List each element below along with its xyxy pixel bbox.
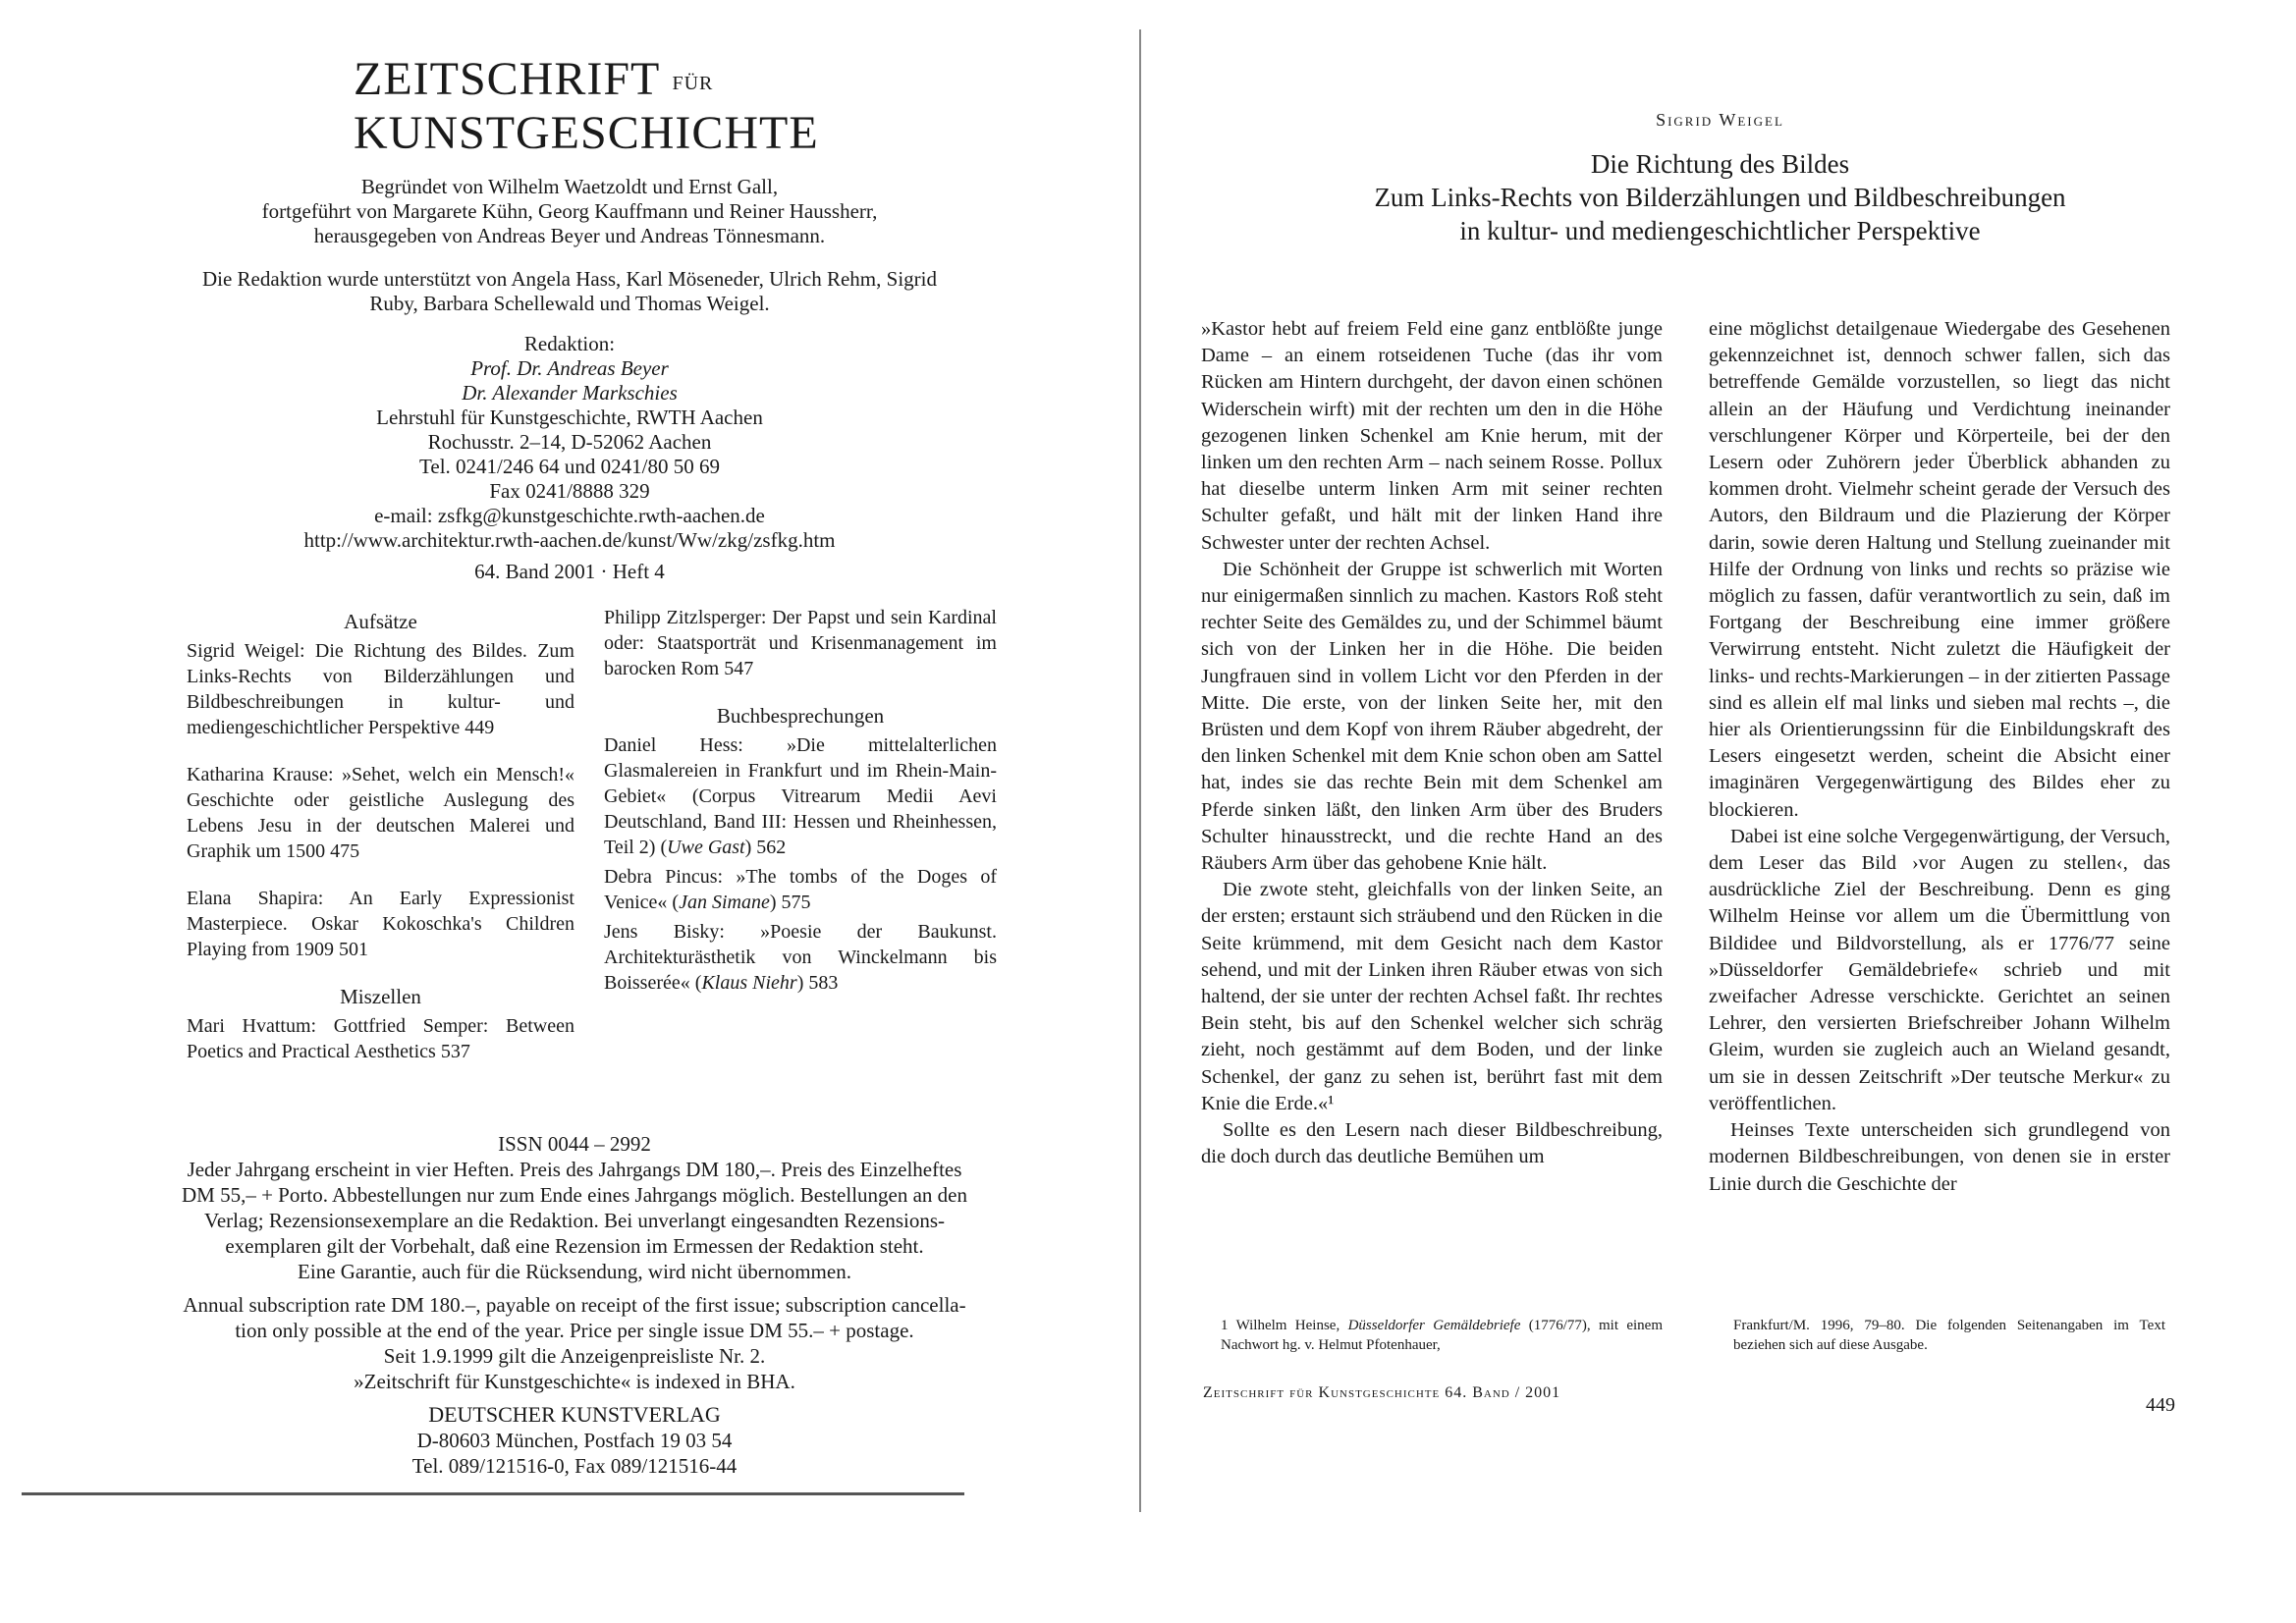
footnote-title: Düsseldorfer Gemäldebriefe <box>1347 1318 1521 1333</box>
toc-entry: Katharina Krause: »Sehet, welch ein Mensch!« Geschichte oder geistliche Auslegung des Lebens Jesu in der deutschen Malerei und Graphik um 1500 475 <box>187 764 574 862</box>
footnote-text: (1776/77), mit einem Nachwort hg. v. Helmut Pfotenhauer, <box>1221 1318 1663 1353</box>
toc-entry: Sigrid Weigel: Die Richtung des Bildes. Zum Links-Rechts von Bilderzählungen und Bildbeschreibungen in kultur- und mediengeschichtlicher Perspektive 449 <box>187 640 574 738</box>
imprint-block <box>128 1131 1021 1479</box>
founders-line: Begründet von Wilhelm Waetzoldt und Ernst Gall, <box>360 175 779 198</box>
title-line: Die Richtung des Bildes <box>1590 149 1850 179</box>
left-page <box>0 0 1139 1623</box>
founders-block <box>157 175 982 248</box>
masthead-line2: KUNSTGESCHICHTE <box>354 106 819 159</box>
annual-line: tion only possible at the end of the year. Price per single issue DM 55.– + postage. <box>235 1319 914 1342</box>
toc-entry: Daniel Hess: »Die mittelalterlichen Glasmalereien in Frankfurt und im Rhein-Main-Gebiet« (Corpus Vitrearum Medii Aevi Deutschland, Band III: Hessen und Rheinhessen, Teil 2) (Uwe Gast) 562 <box>604 734 997 858</box>
paragraph: »Kastor hebt auf freiem Feld eine ganz entblößte junge Dame – an einem rotseidenen Tuche (das ihr vom Rücken am Hintern durchgeht, der davon einen schönen Widerschein wirft) mit der rechten um den in die Höhe gezogenen linken Schenkel am Knie herum, mit der linken um den rechten Arm – nach seinem Rosse. Pollux hat dieselbe unterm linken Arm mit seiner rechten Schulter gefaßt, und hält mit der linken Hand ihre Schwester unter der rechten Achsel. <box>1201 318 1663 554</box>
anzeigen-line: Seit 1.9.1999 gilt die Anzeigenpreisliste Nr. 2. <box>383 1344 766 1368</box>
toc-entry: Mari Hvattum: Gottfried Semper: Between Poetics and Practical Aesthetics 537 <box>187 1015 574 1062</box>
paragraph: Dabei ist eine solche Vergegenwärtigung, der Versuch, dem Leser das Bild ›vor Augen zu stellen‹, das ausdrückliche Ziel der Beschreibung. Denn es ging Wilhelm Heinse vor allem um die Übermittlung von Bildidee und Bildvorstellung, als er 1776/77 seine »Düsseldorfer Gemäldebriefe« schrieb und mit zweifacher Adresse verschickte. Gerichtet an seinen Lehrer, den versierten Briefschreiber Johann Wilhelm Gleim, wurden sie zugleich auch an Wieland gesandt, um sie in dessen Zeitschrift »Der teutsche Merkur« zu veröffentlichen. <box>1709 825 2170 1114</box>
paragraph: Die Schönheit der Gruppe ist schwerlich mit Worten nur einigermaßen sinnlich zu machen. Kastors Roß steht rechter Seite des Gemäldes zu, und der Schimmel bäumt sich von der Linken her in die Höhe. Die beiden Jungfrauen sind in vollem Licht vor den Pferden in der Mitte. Die erste, von der linken Seite her, mit den Brüsten und dem Kopf von ihrem Räuber abgedreht, der den linken Schenkel mit dem Knie schon oben am Sattel hat, indes sie das rechte Bein mit dem Schenkel am Pferde sinken läßt, den linken Arm über des Bruders Schulter hinausstreckt, und die rechte Hand an des Räubers Arm über das gehobene Knie hält. <box>1201 558 1663 875</box>
paragraph: eine möglichst detailgenaue Wiedergabe des Gesehenen gekennzeichnet ist, dennoch schwer fallen, sich das betreffende Gemälde vorzustellen, so liegt das nicht allein an der Häufung und Verdichtung ineinander verschlungener Körper und Körperteile, bei der den Lesern oder Zuhörern jeder Überblick abhanden zu kommen droht. Vielmehr scheint gerade der Versuch des Autors, den Bildraum und die Plazierung der Körper darin, sowie deren Haltung und Stellung zueinander mit Hilfe der Ordnung von links und rechts so präzise wie möglich zu fassen, dafür verantwortlich zu sein, daß im Fortgang der Beschreibung eine immer größere Verwirrung entsteht. Nicht zuletzt die Häufigkeit der links- und rechts-Markierungen – in der zitierten Passage sind es allein elf mal links und sieben mal rechts –, die hier als Orientierungssinn für die Einbildungskraft des Lesers eingesetzt werden, scheint die Absicht einer imaginären Vergegenwärtigung des Bildes eher zu blockieren. <box>1709 318 2170 821</box>
journal-masthead <box>354 54 884 158</box>
masthead-line1: ZEITSCHRIFT <box>354 53 660 105</box>
redaktion-label: Redaktion: <box>523 332 616 355</box>
address-line: Rochusstr. 2–14, D-52062 Aachen <box>427 430 712 454</box>
issue-line: 64. Band 2001 · Heft 4 <box>474 560 665 583</box>
review-page: 583 <box>808 972 839 994</box>
masthead-fuer: FÜR <box>672 72 714 94</box>
toc-left-column <box>187 609 574 1086</box>
title-line: in kultur- und mediengeschichtlicher Perspektive <box>1459 216 1981 245</box>
pricing-line: Eine Garantie, auch für die Rücksendung, wird nicht übernommen. <box>298 1260 851 1283</box>
paragraph: Sollte es den Lesern nach dieser Bildbeschreibung, die doch durch das deutliche Bemühen um <box>1201 1119 1663 1168</box>
reviewer: Jan Simane <box>679 892 770 913</box>
editor-1: Prof. Dr. Andreas Beyer <box>470 356 669 380</box>
publisher-name: DEUTSCHER KUNSTVERLAG <box>428 1402 721 1427</box>
page-number: 449 <box>2146 1394 2175 1416</box>
toc-entry: Jens Bisky: »Poesie der Baukunst. Architekturästhetik von Winckelmann bis Boisserée« (Klaus Niehr) 583 <box>604 921 997 994</box>
review-text: Daniel Hess: »Die mittelalterlichen Glasmalereien in Frankfurt und im Rhein-Main-Gebiet« (Corpus Vitrearum Medii Aevi Deutschland, Band III: Hessen und Rheinhessen, Teil 2) <box>604 734 997 858</box>
fax-line: Fax 0241/8888 329 <box>489 479 650 503</box>
toc-heading-aufsaetze: Aufsätze <box>344 610 417 633</box>
pricing-line: Jeder Jahrgang erscheint in vier Heften. Preis des Jahrgangs DM 180,–. Preis des Einzelheftes <box>187 1158 962 1181</box>
review-text: Jens Bisky: »Poesie der Baukunst. Architekturästhetik von Winckelmann bis Boisserée« <box>604 921 997 994</box>
founders-line: herausgegeben von Andreas Beyer und Andreas Tönnesmann. <box>313 224 826 247</box>
scan-artifact-line <box>22 1492 964 1495</box>
review-page: 562 <box>756 837 787 858</box>
issn: ISSN 0044 – 2992 <box>498 1132 651 1156</box>
email-line: e-mail: zsfkg@kunstgeschichte.rwth-aachen.de <box>374 504 765 527</box>
editor-2: Dr. Alexander Markschies <box>462 381 678 405</box>
support-block <box>157 267 982 316</box>
body-column-1 <box>1201 316 1663 1171</box>
founders-line: fortgeführt von Margarete Kühn, Georg Kauffmann und Reiner Haussherr, <box>261 199 878 223</box>
publisher-phone: Tel. 089/121516-0, Fax 089/121516-44 <box>411 1454 738 1478</box>
toc-entry: Elana Shapira: An Early Expressionist Masterpiece. Oskar Kokoschka's Children Playing from 1909 501 <box>187 888 574 960</box>
reviewer: Uwe Gast <box>667 837 745 858</box>
body-column-2 <box>1709 316 2170 1198</box>
running-footer: Zeitschrift für Kunstgeschichte 64. Band / 2001 <box>1203 1384 1561 1401</box>
publisher-address: D-80603 München, Postfach 19 03 54 <box>416 1429 733 1452</box>
paragraph: Heinses Texte unterscheiden sich grundlegend von modernen Bildbeschreibungen, von denen sie in erster Linie durch die Geschichte der <box>1709 1119 2170 1195</box>
pricing-line: DM 55,– + Porto. Abbestellungen nur zum Ende eines Jahrgangs möglich. Bestellungen an den <box>182 1183 967 1207</box>
footnote-left <box>1221 1316 1663 1355</box>
support-line: Die Redaktion wurde unterstützt von Angela Hass, Karl Möseneder, Ulrich Rehm, Sigrid <box>201 267 937 291</box>
address-line: Lehrstuhl für Kunstgeschichte, RWTH Aachen <box>376 406 763 429</box>
review-page: 575 <box>781 892 811 913</box>
toc-heading-buchbesprechungen: Buchbesprechungen <box>716 704 885 728</box>
right-page <box>1144 0 2296 1623</box>
annual-line: Annual subscription rate DM 180.–, payable on receipt of the first issue; subscription cancella- <box>183 1293 966 1317</box>
redaktion-block <box>157 332 982 553</box>
paragraph: Die zwote steht, gleichfalls von der linken Seite, an der ersten; erstaunt sich sträubend und den Rücken in die Seite krümmend, mit dem Gesicht nach dem Kastor sehend, und mit der Linken ihren Räuber etwas von sich haltend, der sie unter der rechten Achsel faßt. Ihr rechtes Bein steht, bis auf den Schenkel welcher sich schräg zieht, noch gestämmt auf dem Boden, und der linke Schenkel, der ganz zu sehen ist, berührt fast mit dem Knie die Erde.«¹ <box>1201 879 1663 1114</box>
pricing-line: Verlag; Rezensionsexemplare an die Redaktion. Bei unverlangt eingesandten Rezensions- <box>203 1209 945 1232</box>
url-line: http://www.architektur.rwth-aachen.de/kunst/Ww/zkg/zsfkg.htm <box>303 528 836 552</box>
support-line: Ruby, Barbara Schellewald und Thomas Weigel. <box>369 292 770 315</box>
toc-heading-miszellen: Miszellen <box>340 985 421 1008</box>
footnote-right: Frankfurt/M. 1996, 79–80. Die folgenden Seitenangaben im Text beziehen sich auf diese Ausgabe. <box>1733 1318 2165 1353</box>
toc-entry: Philipp Zitzlsperger: Der Papst und sein Kardinal oder: Staatsporträt und Krisenmanagement im barocken Rom 547 <box>604 607 997 679</box>
reviewer: Klaus Niehr <box>701 972 797 994</box>
review-text: Debra Pincus: »The tombs of the Doges of Venice« <box>604 866 997 913</box>
pricing-line: exemplaren gilt der Vorbehalt, daß eine Rezension im Ermessen der Redaktion steht. <box>225 1234 924 1258</box>
bha-line: »Zeitschrift für Kunstgeschichte« is indexed in BHA. <box>354 1370 795 1393</box>
phone-line: Tel. 0241/246 64 und 0241/80 50 69 <box>419 455 720 478</box>
title-line: Zum Links-Rechts von Bilderzählungen und Bildbeschreibungen <box>1374 183 2066 212</box>
article-title <box>1144 147 2296 247</box>
page-gutter <box>1139 29 1141 1512</box>
toc-entry: Debra Pincus: »The tombs of the Doges of Venice« (Jan Simane) 575 <box>604 866 997 913</box>
toc-right-column <box>604 605 997 1017</box>
footnote-text: 1 Wilhelm Heinse, <box>1221 1318 1348 1333</box>
article-author: Sigrid Weigel <box>1656 110 1784 130</box>
